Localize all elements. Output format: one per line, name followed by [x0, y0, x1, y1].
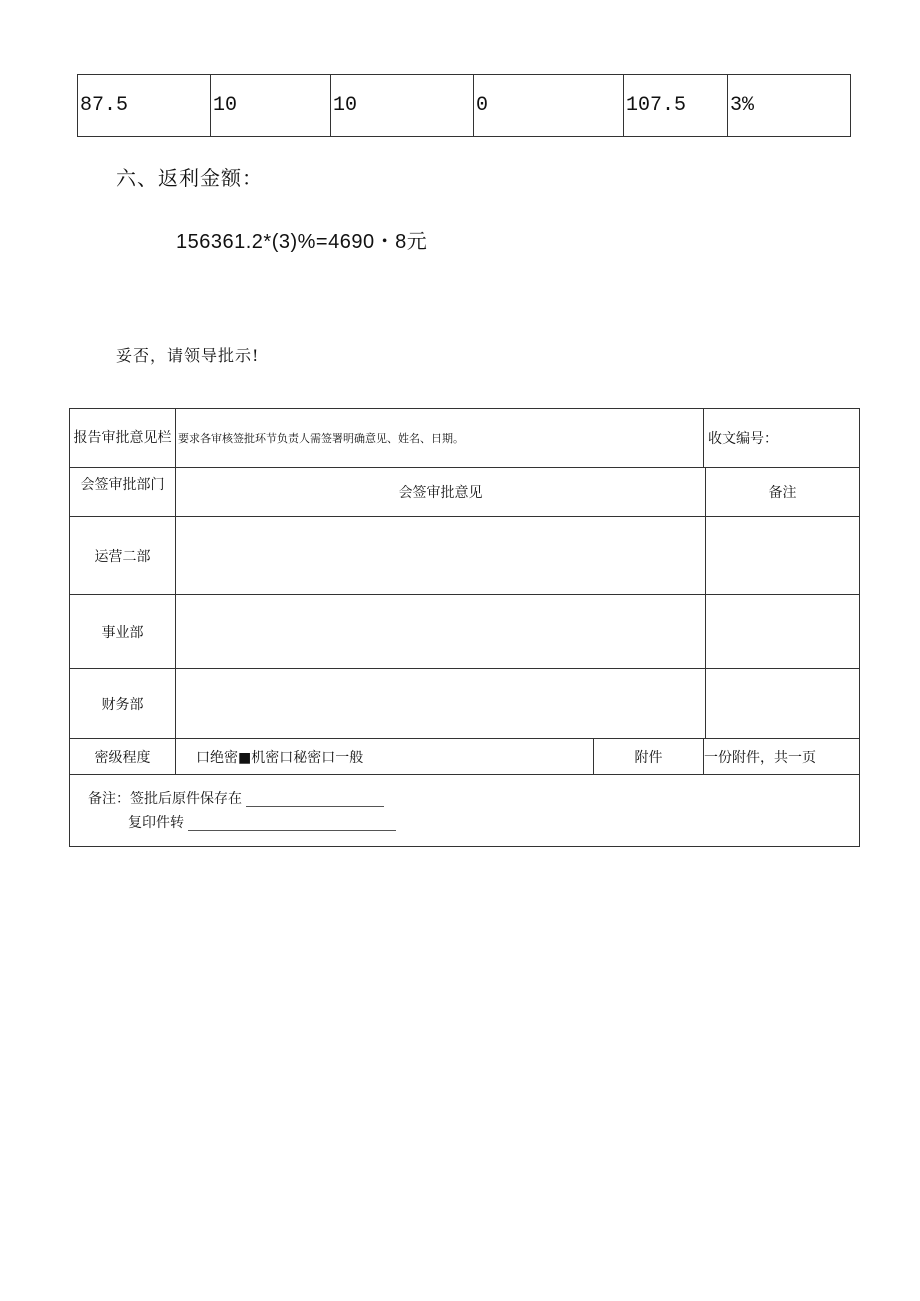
table-cell: 10 [331, 75, 474, 137]
section-heading: 六、返利金额： [116, 166, 263, 190]
attachment-label: 附件 [594, 739, 704, 775]
attachment-value: 一份附件，共一页 [704, 739, 860, 775]
doc-number-label: 收文编号： [704, 409, 860, 468]
secrecy-options[interactable]: 口绝密■机密口秘密口一般 [176, 739, 594, 775]
note-copy-label: 复印件转 [128, 815, 184, 831]
score-table [77, 74, 851, 137]
table-row [78, 75, 851, 137]
table-row [70, 595, 860, 669]
table-row [70, 517, 860, 595]
report-instruction: 要求各审核签批环节负责人需签署明确意见、姓名、日期。 [176, 409, 704, 468]
secrecy-label: 密级程度 [70, 739, 176, 775]
opinion-field[interactable] [176, 517, 706, 595]
table-cell: 10 [211, 75, 331, 137]
remark-field[interactable] [706, 669, 860, 739]
remark-field[interactable] [706, 595, 860, 669]
table-cell: 0 [474, 75, 624, 137]
table-row [70, 775, 860, 847]
rebate-formula: 156361.2*(3)%=4690・8元 [176, 231, 428, 253]
col-opinion-header: 会签审批意见 [176, 468, 706, 517]
report-label: 报告审批意见栏 [70, 409, 176, 468]
col-dept-header: 会签审批部门 [70, 468, 176, 517]
dept-finance: 财务部 [70, 669, 176, 739]
table-cell: 87.5 [78, 75, 211, 137]
opinion-field[interactable] [176, 595, 706, 669]
table-row [70, 669, 860, 739]
remark-field[interactable] [706, 517, 860, 595]
note-line-original [88, 787, 859, 811]
table-cell: 107.5 [624, 75, 728, 137]
col-remark-header: 备注 [706, 468, 860, 517]
closing-text: 妥否，请领导批示! [116, 346, 260, 365]
note-cell [70, 775, 860, 847]
copy-destination-line[interactable] [188, 816, 396, 831]
dept-ops-two: 运营二部 [70, 517, 176, 595]
table-row [70, 409, 860, 468]
note-original-label: 备注：签批后原件保存在 [88, 791, 242, 807]
table-row [70, 468, 860, 517]
table-row [70, 739, 860, 775]
dept-business: 事业部 [70, 595, 176, 669]
table-cell: 3% [728, 75, 851, 137]
note-line-copy [88, 811, 859, 835]
original-location-line[interactable] [246, 792, 384, 807]
opinion-field[interactable] [176, 669, 706, 739]
approval-form [69, 408, 860, 847]
